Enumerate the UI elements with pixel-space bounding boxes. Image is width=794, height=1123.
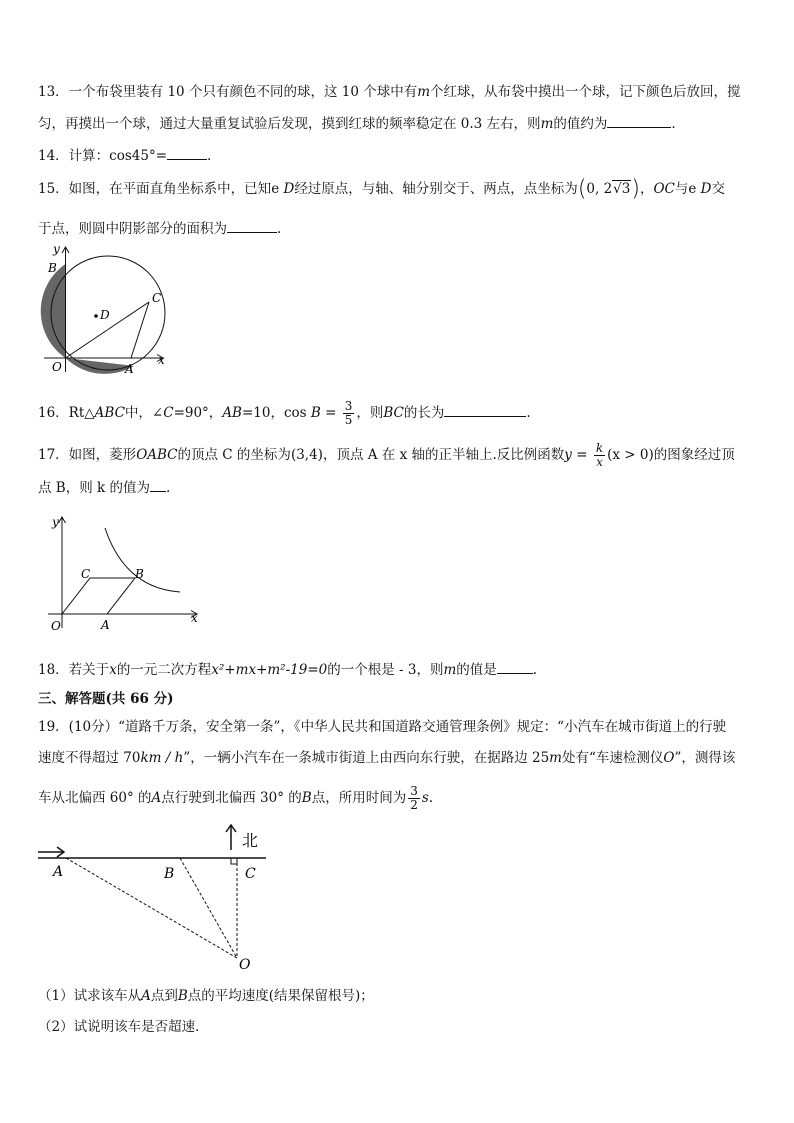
fraction-k-x <box>594 442 605 469</box>
label-A: A <box>125 362 134 376</box>
q13-text: 13．一个布袋里装有 10 个只有颜色不同的球，这 10 个球中有 <box>38 84 418 100</box>
q18-text: 的一元二次方程 <box>116 662 212 678</box>
frac-num: 3 <box>410 784 418 798</box>
q17-line-2 <box>38 478 170 497</box>
north-label: 北 <box>242 831 259 850</box>
q17-text: 的顶点 C 的坐标为 <box>177 447 291 463</box>
segment-AO <box>66 858 237 958</box>
q17-text: 点 B，则 k 的值为 <box>38 480 150 496</box>
sqrt: √3 <box>613 181 631 197</box>
q15-text: 于点，则圆中阴影部分的面积为 <box>38 221 227 237</box>
q13-text: 匀，再摸出一个球，通过大量重复试验后发现，摸到红球的频率稳定在 0.3 左右，则 <box>38 116 541 132</box>
equals: = <box>571 447 592 463</box>
label-y: y <box>53 242 60 256</box>
q18-text: 的一个根是 - 3，则 <box>327 662 444 678</box>
q16-text: 中，∠ <box>124 405 164 421</box>
frac-den: 5 <box>344 413 353 427</box>
var-B: B <box>310 405 321 421</box>
q13-text: 的值约为 <box>553 116 608 132</box>
var-m: m <box>417 84 431 100</box>
segment-CA <box>131 302 149 358</box>
var-B: B <box>301 790 312 806</box>
q19-line-1 <box>38 718 726 736</box>
paren-open: ( <box>577 176 587 202</box>
answer-blank[interactable] <box>227 219 277 233</box>
q19-text: 处有“车速检测仪 <box>561 750 664 766</box>
label-D: D <box>100 308 110 322</box>
q19-text: （1）试求该车从 <box>38 988 142 1004</box>
q15-line-1 <box>38 176 725 202</box>
q15-line-2 <box>38 219 281 238</box>
q19-text: 车从北偏西 60° 的 <box>38 790 152 806</box>
answer-blank[interactable] <box>497 660 533 674</box>
q19-text: 点的平均速度(结果保留根号)； <box>187 988 374 1004</box>
q13-line-1 <box>38 83 741 101</box>
q15-text: 经过原点，与轴、轴分别交于、两点，点坐标为 <box>294 181 578 197</box>
q17-text: 的图象经过顶 <box>653 447 735 463</box>
frac-den: x <box>596 455 603 469</box>
var-OC: OC <box>653 181 675 197</box>
q19-text: ”，测得该 <box>674 750 736 766</box>
var-x: x <box>109 662 117 678</box>
q18-text: 的值是 <box>456 662 497 678</box>
equals: = <box>320 405 341 421</box>
var-D: D <box>283 181 295 197</box>
var-D: D <box>700 181 712 197</box>
answer-blank[interactable] <box>150 478 166 492</box>
label-B: B <box>48 261 57 275</box>
q13-line-2 <box>38 114 676 133</box>
q17-text: 17．如图，菱形 <box>38 447 137 463</box>
period: . <box>526 405 531 421</box>
sqrt-radicand: 3 <box>621 181 631 197</box>
answer-blank[interactable] <box>444 403 526 417</box>
circle-symbol: e <box>688 181 697 197</box>
frac-den: 2 <box>410 798 418 812</box>
q16-text: 16．Rt△ <box>38 405 95 421</box>
var-OABC: OABC <box>136 447 178 463</box>
q13-text: 个红球，从布袋中摸出一个球，记下颜色后放回，搅 <box>430 84 741 100</box>
var-O: O <box>663 750 675 766</box>
q16-text: =10，cos <box>241 405 307 421</box>
coord: 0, 2 <box>586 181 613 197</box>
comma: ， <box>639 181 654 197</box>
q15-text: 交 <box>711 181 725 197</box>
label-B: B <box>164 866 175 882</box>
var-B: B <box>177 988 188 1004</box>
right-angle-mark <box>231 858 237 864</box>
frac-num: k <box>595 441 604 455</box>
period: . <box>165 480 171 496</box>
q19-text: 点到 <box>150 988 178 1004</box>
period: . <box>532 662 538 678</box>
q17-figure <box>40 510 210 635</box>
q16-line <box>38 400 531 427</box>
q19-text: 点，所用时间为 <box>311 790 407 806</box>
period: . <box>671 116 676 132</box>
func-y: y <box>564 447 572 463</box>
label-C: C <box>81 567 91 581</box>
answer-blank[interactable] <box>167 146 207 160</box>
period: . <box>428 790 434 806</box>
frac-num: 3 <box>344 399 353 413</box>
q16-text: =90°， <box>173 405 223 421</box>
q18-text: 18．若关于 <box>38 662 110 678</box>
coord-C: (3,4) <box>290 447 323 463</box>
fraction-3-5 <box>343 400 355 427</box>
unit-s: s <box>421 790 429 806</box>
q19-text: （2）试说明该车是否超速． <box>38 1019 209 1035</box>
q14-text: 14．计算：cos45°= <box>38 148 168 164</box>
var-ABC: ABC <box>94 405 125 421</box>
q19-line-2 <box>38 749 735 767</box>
segment-BO <box>180 858 237 958</box>
var-m: m <box>443 662 457 678</box>
label-y: y <box>52 515 59 529</box>
q15-text: 与 <box>674 181 689 197</box>
fraction-3-2 <box>408 785 420 812</box>
func-cond: (x > 0) <box>607 447 654 463</box>
rhombus-OABC <box>62 578 135 614</box>
paren-close: ) <box>631 176 640 202</box>
label-O: O <box>52 360 62 374</box>
label-A: A <box>53 864 64 880</box>
label-A: A <box>101 618 110 632</box>
var-m: m <box>540 116 554 132</box>
q19-figure <box>30 820 280 975</box>
q15-figure <box>36 240 176 380</box>
period: . <box>277 221 282 237</box>
unit-kmh: km / h <box>140 750 184 766</box>
answer-blank[interactable] <box>607 114 671 128</box>
q18-line <box>38 660 537 679</box>
q17-line-1 <box>38 442 735 469</box>
label-O: O <box>51 619 61 633</box>
q14-line <box>38 146 211 165</box>
q19-text: ”，一辆小汽车在一条城市街道上由西向东行驶，在据路边 25 <box>183 750 550 766</box>
q16-text: 的长为 <box>403 405 445 421</box>
q19-sub-2 <box>38 1018 209 1036</box>
label-x: x <box>158 353 165 367</box>
q19-sub-1 <box>38 987 374 1005</box>
var-A: A <box>141 988 151 1004</box>
var-A: A <box>151 790 162 806</box>
label-x: x <box>191 611 198 625</box>
var-AB: AB <box>222 405 242 421</box>
circle-symbol: e <box>271 181 280 197</box>
q15-text: 15．如图，在平面直角坐标系中，已知 <box>38 181 272 197</box>
period: . <box>207 148 212 164</box>
label-C: C <box>152 291 162 305</box>
var-BC: BC <box>383 405 404 421</box>
label-B: B <box>135 567 144 581</box>
unit-m: m <box>549 750 562 766</box>
q19-text: 19．(10分）“道路千万条，安全第一条”，《中华人民共和国道路交通管理条例》规定：“小汽车在城市街道上的行驶 <box>38 719 727 735</box>
hyperbola-curve <box>105 528 180 592</box>
equation: x²+mx+m²-19=0 <box>211 662 328 678</box>
shaded-segment-left <box>41 264 66 358</box>
q19-text: 速度不得超过 70 <box>38 750 141 766</box>
q19-line-3 <box>38 785 433 812</box>
q16-text: ，则 <box>356 405 384 421</box>
point-D <box>94 314 98 318</box>
section-title: 三、解答题(共 66 分) <box>38 691 174 707</box>
q17-text: ，顶点 A 在 x 轴的正半轴上.反比例函数 <box>322 447 565 463</box>
label-O: O <box>239 957 251 973</box>
label-C: C <box>245 866 256 882</box>
var-C: C <box>163 405 174 421</box>
q19-text: 点行驶到北偏西 30° 的 <box>161 790 302 806</box>
